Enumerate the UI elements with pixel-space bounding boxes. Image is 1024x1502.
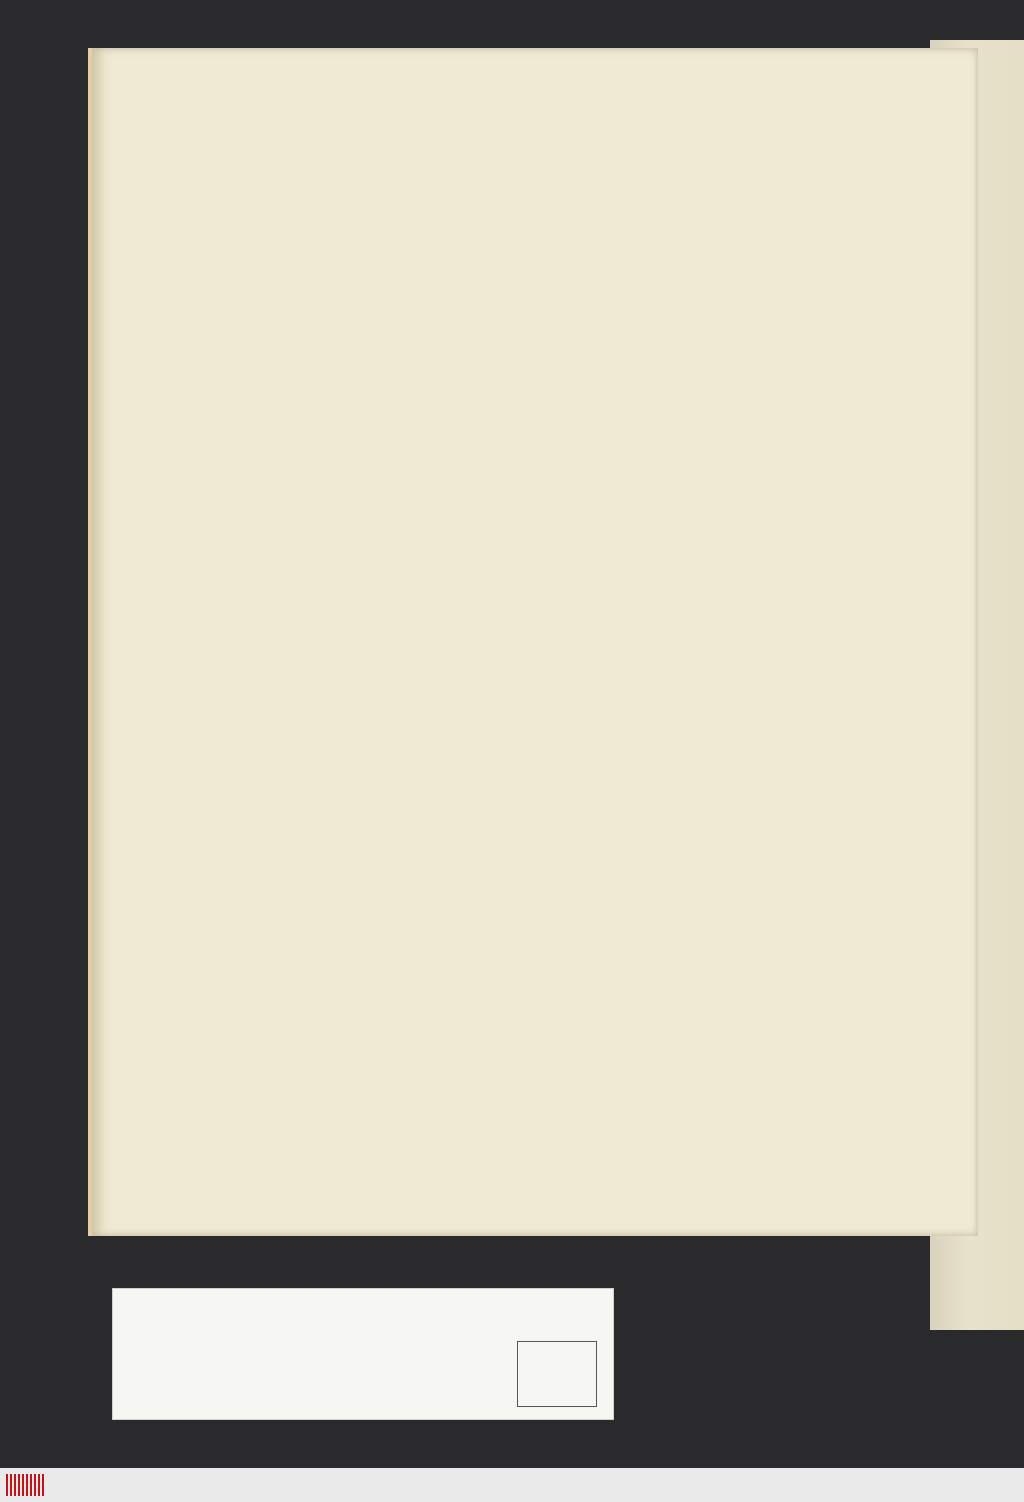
color-scale-card <box>112 1288 614 1420</box>
footer-bar <box>0 1468 1024 1502</box>
gray-scale-patches <box>517 1341 597 1407</box>
summa-line <box>492 1122 540 1151</box>
problem-statement <box>294 869 962 871</box>
book-page <box>88 48 978 1236</box>
barcode-icon <box>6 1474 46 1496</box>
ruler-ticks <box>127 1347 389 1383</box>
